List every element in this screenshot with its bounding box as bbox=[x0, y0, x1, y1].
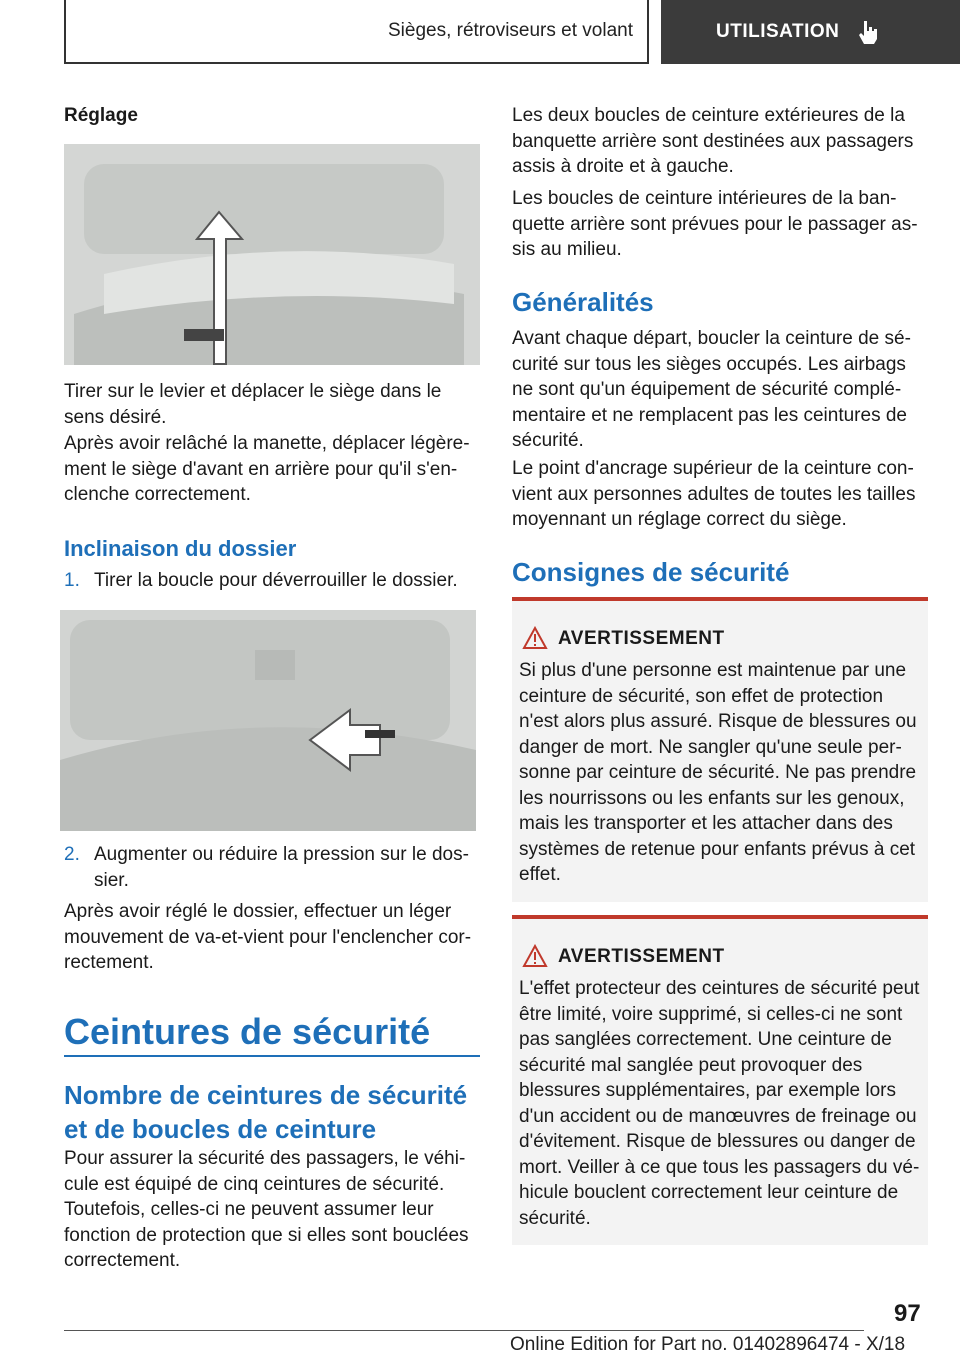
step-number: 2. bbox=[64, 844, 80, 865]
inclinaison-heading: Inclinaison du dossier bbox=[64, 536, 297, 561]
footer-rule bbox=[64, 1330, 864, 1331]
step-text: Tirer la boucle pour déverrouiller le dossier. bbox=[94, 570, 458, 591]
generalites-paragraph-2: Le point d'ancrage supérieur de la ceinture convient aux personnes adultes de toutes les tailles moyennant un réglage correct du siège. bbox=[512, 458, 916, 530]
page-number: 97 bbox=[894, 1300, 921, 1327]
warning-text: Si plus d'une personne est maintenue par une ceinture de sécurité, son effet de protection n'est alors plus assuré. Risque de blessures ou danger de mort. Ne sangler qu'une seule personne par ceinture de sécurité. Ne pas prendre les nourrissons ou les enfants sur les genoux, mais les transporter et les attacher dans des systèmes de retenue pour enfants prévus à cet effet. bbox=[519, 660, 917, 885]
warning-triangle-icon bbox=[522, 944, 548, 968]
after-steps-paragraph: Après avoir réglé le dossier, effectuer un léger mouvement de va-et-vient pour l'enclencher correctement. bbox=[64, 901, 472, 973]
chapter-label: UTILISATION bbox=[716, 21, 840, 42]
generalites-paragraph-1: Avant chaque départ, boucler la ceinture de sécurité sur tous les sièges occupés. Les airbags ne sont qu'un équipement de sécurité complémentaire et ne remplacent pas les ceintures de sécurité. bbox=[512, 328, 911, 451]
edition-text: Online Edition for Part no. 01402896474 - X/18 bbox=[510, 1334, 906, 1355]
reglage-heading: Réglage bbox=[64, 105, 138, 126]
warning-box-2 bbox=[512, 915, 928, 1245]
warning-triangle-icon bbox=[522, 626, 548, 650]
hand-pointer-icon bbox=[857, 19, 879, 45]
nombre-heading: Nombre de ceintures de sécurité et de boucles de ceinture bbox=[64, 1080, 468, 1144]
step-2 bbox=[64, 842, 480, 893]
reglage-paragraph-1: Tirer sur le levier et déplacer le siège dans le sens désiré. bbox=[64, 381, 442, 428]
right-paragraph-2: Les boucles de ceinture intérieures de la banquette arrière sont prévues pour le passager assis au milieu. bbox=[512, 188, 918, 260]
step-1 bbox=[64, 568, 480, 594]
step-text: Augmenter ou réduire la pression sur le dossier. bbox=[94, 844, 469, 891]
seat-adjust-illustration bbox=[64, 144, 480, 365]
warning-title: AVERTISSEMENT bbox=[558, 628, 725, 649]
chapter-tab[interactable] bbox=[661, 0, 960, 64]
warning-title: AVERTISSEMENT bbox=[558, 946, 725, 967]
warning-box-1 bbox=[512, 597, 928, 902]
section-title: Sièges, rétroviseurs et volant bbox=[387, 20, 633, 41]
step-number: 1. bbox=[64, 570, 80, 591]
generalites-heading: Généralités bbox=[512, 287, 654, 317]
ceintures-heading: Ceintures de sécurité bbox=[64, 1011, 431, 1052]
backrest-release-illustration bbox=[60, 610, 476, 831]
reglage-paragraph-2: Après avoir relâché la manette, déplacer légèrement le siège d'avant en arrière pour qu'il s'enclenche correctement. bbox=[64, 433, 470, 505]
section-rule bbox=[64, 1055, 480, 1057]
right-paragraph-1: Les deux boucles de ceinture extérieures de la banquette arrière sont destinées aux passagers assis à droite et à gauche. bbox=[512, 105, 914, 177]
nombre-paragraph: Pour assurer la sécurité des passagers, le véhicule est équipé de cinq ceintures de sécurité. Toutefois, celles-ci ne peuvent assumer leur fonction de protection que si elles sont bouclées correctement. bbox=[64, 1148, 469, 1271]
consignes-heading: Consignes de sécurité bbox=[512, 557, 790, 587]
warning-text: L'effet protecteur des ceintures de sécurité peut être limité, voire supprimé, si celles-ci ne sont pas sanglées correctement. Une ceinture de sécurité mal sanglée peut provoquer des blessures supplémentaires, par exemple lors d'un accident ou de manœuvres de freinage ou d'évitement. Risque de blessures ou danger de mort. Veiller à ce que tous les passagers du véhicule bouclent correctement leur ceinture de sécurité. bbox=[519, 978, 920, 1229]
header-section-title-box bbox=[64, 0, 649, 64]
